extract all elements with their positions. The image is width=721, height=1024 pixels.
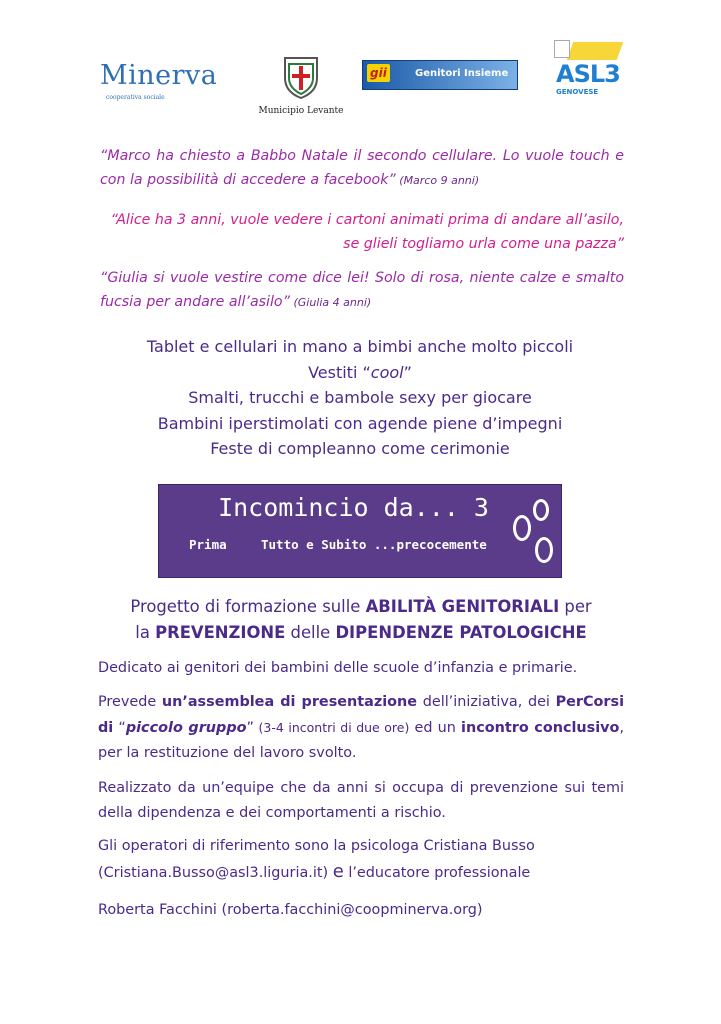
project-text: la — [135, 623, 156, 642]
asl-name: ASL3 — [556, 60, 620, 88]
municipio-logo — [246, 54, 356, 116]
project-bold: DIPENDENZE PATOLOGICHE — [335, 623, 587, 642]
issue-emphasis: cool — [370, 362, 404, 382]
project-bold: PREVENZIONE — [155, 623, 286, 642]
para-text: e — [332, 861, 344, 882]
para-text: ed un — [409, 720, 462, 736]
para-small: (3-4 incontri di due ore) — [254, 720, 410, 735]
circles-icon — [511, 499, 553, 569]
para-text: Prevede — [98, 694, 162, 710]
issue-line: Smalti, trucchi e bambole sexy per giocare — [188, 388, 532, 407]
para-text: Roberta Facchini ( — [98, 902, 228, 918]
para-text: ” — [246, 720, 255, 736]
minerva-tagline: cooperativa sociale — [106, 94, 165, 101]
minerva-logo-text: Minerva — [100, 60, 218, 91]
project-line-1 — [60, 594, 662, 620]
quote-text: “Marco ha chiesto a Babbo Natale il secondo cellulare. Lo vuole touch e con la possibilità di accedere a facebook” — [100, 148, 624, 188]
issue-line: Tablet e cellulari in mano a bimbi anche molto piccoli — [146, 337, 574, 356]
para-text: ( — [98, 865, 104, 881]
banner-title: Incomincio da... 3 — [218, 493, 489, 522]
asl3-logo — [554, 40, 624, 100]
para-text: l’educatore professionale — [343, 865, 531, 881]
para-bold: un’assemblea di presentazione — [161, 694, 418, 710]
paragraph-operatori — [98, 834, 624, 886]
project-line-2 — [60, 620, 662, 646]
quote-author: (Marco 9 anni) — [395, 174, 480, 187]
title-banner — [158, 484, 562, 578]
para-bold-italic: piccolo gruppo — [125, 720, 247, 736]
banner-subtitle-tutto: Tutto e Subito ...precocemente — [261, 537, 487, 552]
operatori-line-2 — [98, 859, 624, 886]
para-text: , per la restituzione del lavoro svolto. — [98, 720, 625, 761]
paragraph-realizzato: Realizzato da un’equipe che da anni si occupa di prevenzione sui temi della dipendenza e dei comportamenti a rischio. — [98, 780, 624, 821]
para-bold: incontro conclusivo — [461, 720, 620, 736]
paragraph-roberta — [98, 898, 624, 923]
asl-yellow-stripe — [567, 42, 624, 60]
paragraph-prevede — [98, 690, 624, 766]
project-text: delle — [285, 623, 336, 642]
issue-text: Vestiti “ — [308, 362, 371, 382]
issues-list — [80, 334, 640, 462]
quote-text: “Alice ha 3 anni, vuole vedere i cartoni animati prima di andare all’asilo, se glieli togliamo urla come una pazza” — [110, 212, 624, 252]
minerva-logo — [100, 60, 220, 100]
para-bold: PerCorsi di — [98, 694, 625, 736]
issue-text: ” — [403, 362, 412, 382]
municipio-label: Municipio Levante — [258, 106, 344, 116]
genitori-insieme-logo — [362, 60, 518, 90]
banner-subtitle-prima: Prima — [189, 537, 227, 552]
para-text: “ — [113, 720, 126, 736]
genitori-badge: gii — [367, 64, 390, 82]
quote-text: “Giulia si vuole vestire come dice lei! Solo di rosa, niente calze e smalto fucsia per andare all’asilo” — [100, 270, 624, 310]
issue-line — [80, 360, 640, 386]
email-link[interactable]: Cristiana.Busso@asl3.liguria.it — [103, 865, 323, 881]
operatori-line-1: Gli operatori di riferimento sono la psicologa Cristiana Busso — [98, 838, 535, 854]
quote-author: (Giulia 4 anni) — [289, 296, 372, 309]
quote-alice — [100, 208, 624, 257]
project-text: Progetto di formazione sulle — [130, 597, 366, 616]
project-bold: ABILITÀ GENITORIALI — [365, 597, 560, 616]
issue-line: Bambini iperstimolati con agende piene d’impegni — [157, 413, 563, 433]
quote-giulia — [100, 266, 624, 315]
municipio-crest-icon — [281, 54, 321, 100]
paragraph-dedicato: Dedicato ai genitori dei bambini delle scuole d’infanzia e primarie. — [98, 660, 578, 676]
circle-icon — [513, 515, 531, 541]
para-text: ) — [322, 865, 333, 881]
project-text: per — [559, 597, 592, 616]
asl-sub: GENOVESE — [556, 88, 599, 96]
genitori-name: Genitori Insieme — [415, 68, 509, 79]
project-heading — [60, 594, 662, 646]
quote-marco — [100, 144, 624, 193]
circle-icon — [533, 499, 549, 521]
circle-icon — [535, 537, 553, 563]
email-link[interactable]: roberta.facchini@coopminerva.org — [227, 902, 477, 918]
para-text: dell’iniziativa, dei — [417, 694, 556, 710]
issue-line: Feste di compleanno come cerimonie — [210, 439, 510, 458]
asl-flag-icon — [554, 40, 570, 58]
logos-row — [0, 40, 721, 120]
para-text: ) — [476, 902, 483, 918]
